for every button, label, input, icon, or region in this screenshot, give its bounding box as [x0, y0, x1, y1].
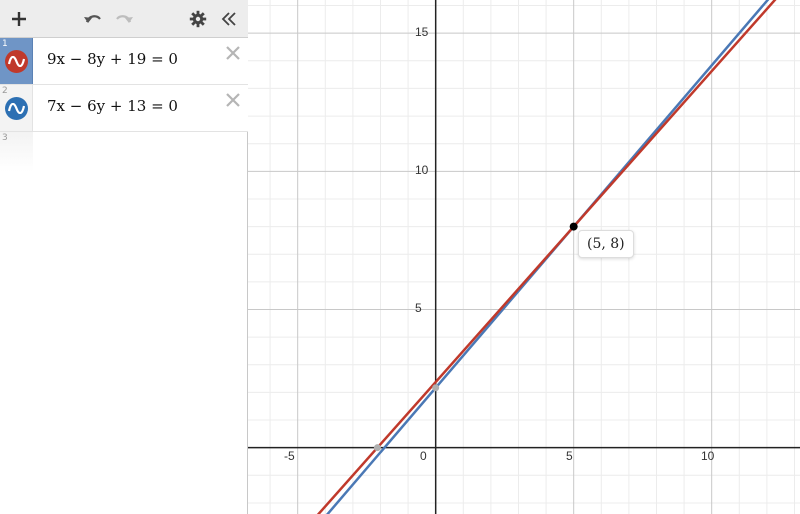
expression-gutter: [0, 132, 33, 172]
expression-number: 2: [2, 86, 8, 96]
expression-row-3[interactable]: [0, 132, 248, 172]
x-tick-label: 10: [701, 449, 715, 463]
graph-svg[interactable]: [248, 0, 800, 514]
expression-number: 1: [2, 39, 8, 49]
intersection-point: [570, 223, 578, 231]
gear-icon: [189, 10, 207, 28]
undo-icon: [83, 11, 103, 27]
y-tick-label: 5: [415, 301, 422, 315]
x-tick-label: 5: [566, 449, 573, 463]
x-tick-label: -5: [284, 449, 295, 463]
point-coordinate-label[interactable]: (5, 8): [578, 230, 634, 258]
plus-icon: [11, 11, 27, 27]
x-tick-label: 0: [420, 449, 427, 463]
expression-number: 3: [2, 133, 8, 143]
expression-row-2[interactable]: [0, 85, 248, 132]
graph-canvas[interactable]: [248, 0, 800, 514]
collapse-panel-button[interactable]: [218, 7, 240, 31]
y-tick-label: 15: [415, 25, 429, 39]
graph-toggle-icon[interactable]: [5, 97, 28, 120]
expression-input[interactable]: 9x − 8y + 19 = 0: [47, 50, 178, 68]
expression-gutter: [0, 85, 33, 131]
delete-expression-icon[interactable]: [224, 44, 242, 62]
expression-gutter: [0, 38, 33, 84]
redo-button[interactable]: [113, 7, 135, 31]
expression-panel: [0, 0, 248, 514]
undo-button[interactable]: [82, 7, 104, 31]
expression-input[interactable]: 7x − 6y + 13 = 0: [47, 97, 178, 115]
add-expression-button[interactable]: [8, 7, 30, 31]
x-intercept-point: [374, 444, 381, 451]
y-tick-label: 10: [415, 163, 429, 177]
graph-toggle-icon[interactable]: [5, 50, 28, 73]
expression-toolbar: [0, 0, 248, 38]
settings-button[interactable]: [187, 7, 209, 31]
graph-line-2: [248, 0, 800, 514]
double-chevron-left-icon: [220, 11, 238, 27]
y-intercept-point: [432, 384, 439, 391]
redo-icon: [114, 11, 134, 27]
graph-line-1: [248, 0, 800, 514]
expression-row-1[interactable]: [0, 38, 248, 85]
delete-expression-icon[interactable]: [224, 91, 242, 109]
